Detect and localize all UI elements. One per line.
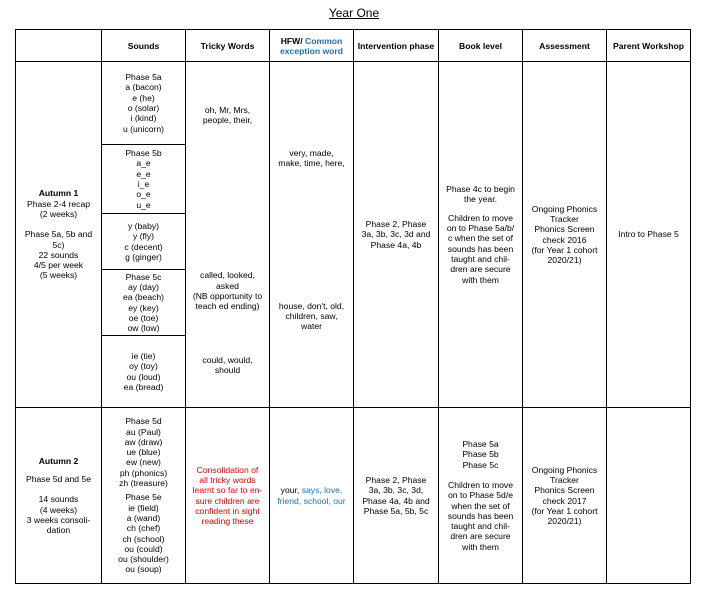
sound-line: o_e (136, 189, 151, 200)
sound-line: ch (chef) (126, 523, 161, 534)
assessment-line: check 2017 (542, 495, 587, 506)
sound-line: a_e (136, 158, 151, 169)
book-line: Children to move (448, 479, 513, 490)
autumn2-detail-line: 14 sounds (38, 494, 79, 505)
sound-line: g (ginger) (125, 251, 162, 262)
sound-line: i (kind) (130, 113, 157, 124)
header-sounds: Sounds (127, 40, 160, 51)
autumn1-sounds-ie-oy-ou-ea (102, 336, 185, 407)
sound-line: y (baby) (127, 220, 160, 231)
sound-line: ie (tie) (131, 350, 156, 361)
sound-line: Phase 5b (125, 148, 162, 159)
sound-line: oe (toe) (128, 312, 159, 323)
header-hfw-common-exception: Common exception word (279, 35, 344, 56)
hfw-line: make, time, here, (278, 158, 345, 168)
sound-line: Phase 5d (125, 416, 162, 427)
book-line: with them (462, 541, 499, 552)
autumn1-parent-workshop (607, 62, 690, 407)
parent-line: Intro to Phase 5 (618, 229, 679, 240)
sound-line: ou (shoulder) (118, 554, 169, 565)
autumn1-detail-line: Phase 5a, 5b and (24, 229, 93, 240)
autumn2-detail-line: 3 weeks consoli- (26, 514, 91, 525)
sound-line: ie (field) (128, 502, 159, 513)
tricky-line: oh, Mr, Mrs, (204, 104, 251, 115)
intervention-line: 3a, 3b, 3c, 3d, (368, 485, 424, 496)
book-line: on to Phase 5a/b/ (446, 223, 515, 234)
sound-line: Phase 5c (125, 271, 162, 282)
book-line: Phase 5a (462, 439, 499, 450)
hfw-line: house, don't, old, (278, 300, 345, 311)
assessment-line: 2020/21) (547, 516, 582, 527)
tricky-line: should (214, 365, 241, 375)
intervention-line: Phase 4a, 4b (370, 239, 422, 250)
tricky-line: called, looked, (200, 270, 255, 281)
sound-line: o (solar) (127, 103, 160, 113)
autumn1-sounds-phase5a (102, 62, 185, 144)
autumn1-tricky-group-2 (186, 266, 269, 316)
tricky-line: people, their, (202, 115, 253, 125)
header-parent-workshop: Parent Workshop (613, 40, 684, 51)
autumn1-intervention (354, 62, 438, 407)
book-line: sounds has been (447, 243, 514, 254)
intervention-line: Phase 2, Phase (365, 219, 427, 230)
book-line: taught and chil- (451, 253, 510, 264)
page-title: Year One (328, 6, 380, 20)
tricky-line: reading these (201, 516, 254, 527)
tricky-line: teach ed ending) (195, 301, 260, 312)
assessment-line: Ongoing Phonics (531, 464, 598, 475)
autumn2-book-level (439, 408, 522, 583)
tricky-line: could, would, (202, 354, 253, 365)
assessment-line: (for Year 1 cohort (531, 505, 598, 516)
assessment-line: Tracker (550, 474, 579, 485)
book-line: when the set of (451, 500, 510, 511)
hfw-line: children, saw, (285, 310, 338, 321)
header-hfw-prefix: HFW/ (280, 35, 306, 46)
assessment-line: Tracker (550, 213, 579, 224)
tricky-line: (NB opportunity to (192, 291, 263, 301)
sound-line: ea (beach) (122, 292, 165, 303)
book-line: Children to move (448, 212, 513, 223)
book-line: c when the set of (448, 233, 513, 244)
sound-line: ew (new) (126, 457, 161, 468)
autumn2-hfw (270, 408, 353, 583)
sound-line: ow (low) (127, 323, 160, 334)
hfw-line: water (300, 321, 322, 332)
intervention-line: 3a, 3b, 3c, 3d and (361, 229, 431, 240)
header-hfw (270, 30, 353, 61)
header-book-level: Book level (459, 40, 502, 51)
intervention-line: Phase 4a, 4b and (362, 495, 430, 506)
assessment-line: Ongoing Phonics (531, 203, 598, 214)
sound-line: zh (treasure) (119, 478, 168, 489)
assessment-line: (for Year 1 cohort (531, 244, 598, 255)
sound-line: ay (day) (127, 281, 160, 292)
tricky-line: all tricky words (199, 474, 256, 485)
autumn1-detail-line: (2 weeks) (39, 208, 78, 219)
hfw-blue-text: friend, school, our (277, 495, 346, 506)
sound-line: ou (could) (124, 543, 163, 554)
autumn2-assessment (523, 408, 606, 583)
hfw-blue-text: says, love, (301, 485, 343, 496)
autumn1-sounds-phase5b (102, 145, 185, 213)
autumn1-book-level (439, 62, 522, 407)
sound-line: c (decent) (124, 241, 163, 252)
book-line: on to Phase 5d/e (448, 490, 513, 501)
autumn2-tricky (186, 408, 269, 583)
book-line: with them (462, 274, 499, 285)
tricky-line: asked (216, 280, 239, 291)
intervention-line: Phase 5a, 5b, 5c (363, 505, 429, 516)
autumn2-term-cell (16, 408, 101, 583)
book-line: Phase 5b (462, 449, 499, 460)
sound-line: oy (toy) (129, 361, 158, 372)
assessment-line: Phonics Screen (534, 485, 595, 496)
autumn2-detail-line: Phase 5d and 5e (26, 473, 91, 484)
header-assessment: Assessment (539, 40, 590, 51)
sound-line: au (Paul) (126, 426, 161, 437)
sound-line: i_e (137, 179, 150, 189)
intervention-line: Phase 2, Phase (365, 474, 427, 485)
autumn1-sounds-y-c-g (102, 214, 185, 269)
autumn2-intervention (354, 408, 438, 583)
autumn2-term-label: Autumn 2 (38, 455, 79, 466)
sound-line: ou (soup) (125, 564, 162, 575)
autumn2-detail-line: dation (46, 525, 71, 536)
hfw-black-text: your, (280, 485, 302, 496)
autumn1-assessment (523, 62, 606, 407)
header-intervention: Intervention phase (357, 40, 435, 51)
autumn1-tricky-group-3 (186, 350, 269, 380)
sound-line: Phase 5e (125, 492, 162, 503)
sound-line: a (wand) (126, 512, 161, 523)
autumn1-term-cell (16, 62, 101, 407)
sound-line: ch (school) (122, 533, 165, 544)
autumn1-detail-line: (5 weeks) (39, 270, 78, 281)
tricky-line: sure children are (195, 495, 260, 506)
sound-line: y (fly) (132, 231, 154, 242)
autumn1-detail-line: 22 sounds (38, 249, 79, 260)
autumn2-sounds (102, 408, 185, 583)
tricky-line: Consolidation of (196, 464, 259, 475)
sound-line: ph (phonics) (119, 467, 168, 478)
hfw-line: very, made, (289, 147, 334, 158)
autumn1-tricky-group-1 (186, 95, 269, 135)
header-tricky-words: Tricky Words (200, 40, 255, 51)
book-line: dren are secure (450, 264, 511, 275)
tricky-line: confident in sight (195, 505, 260, 516)
book-line: Phase 5c (462, 459, 499, 470)
sound-line: ey (key) (128, 302, 159, 313)
assessment-line: check 2016 (542, 234, 587, 245)
sound-line: u_e (136, 199, 151, 210)
assessment-line: Phonics Screen (534, 224, 595, 235)
sound-line: ea (bread) (123, 381, 164, 392)
sound-line: aw (draw) (124, 436, 163, 447)
book-line: dren are secure (450, 531, 511, 542)
sound-line: Phase 5a (125, 72, 162, 83)
autumn1-detail-line: 4/5 per week (33, 260, 84, 271)
sound-line: ue (blue) (126, 447, 161, 458)
autumn1-detail-line: 5c) (52, 239, 65, 250)
autumn2-detail-line: (4 weeks) (39, 504, 78, 515)
autumn1-hfw-group-1 (270, 143, 353, 173)
book-line: taught and chil- (451, 521, 510, 532)
tricky-line: learnt so far to en- (192, 485, 263, 496)
autumn1-term-label: Autumn 1 (38, 188, 79, 199)
book-line: the year. (464, 194, 497, 205)
book-line: sounds has been (447, 510, 514, 521)
autumn1-sounds-phase5c (102, 270, 185, 335)
sound-line: e (he) (132, 92, 155, 103)
sound-line: e_e (136, 168, 151, 179)
sound-line: u (unicorn) (122, 123, 165, 134)
autumn1-hfw-group-2 (270, 296, 353, 336)
assessment-line: 2020/21) (547, 255, 582, 266)
sound-line: ou (loud) (126, 371, 161, 382)
book-line: Phase 4c to begin (446, 184, 515, 195)
autumn1-detail-line: Phase 2-4 recap (26, 198, 91, 209)
sound-line: a (bacon) (125, 82, 162, 93)
